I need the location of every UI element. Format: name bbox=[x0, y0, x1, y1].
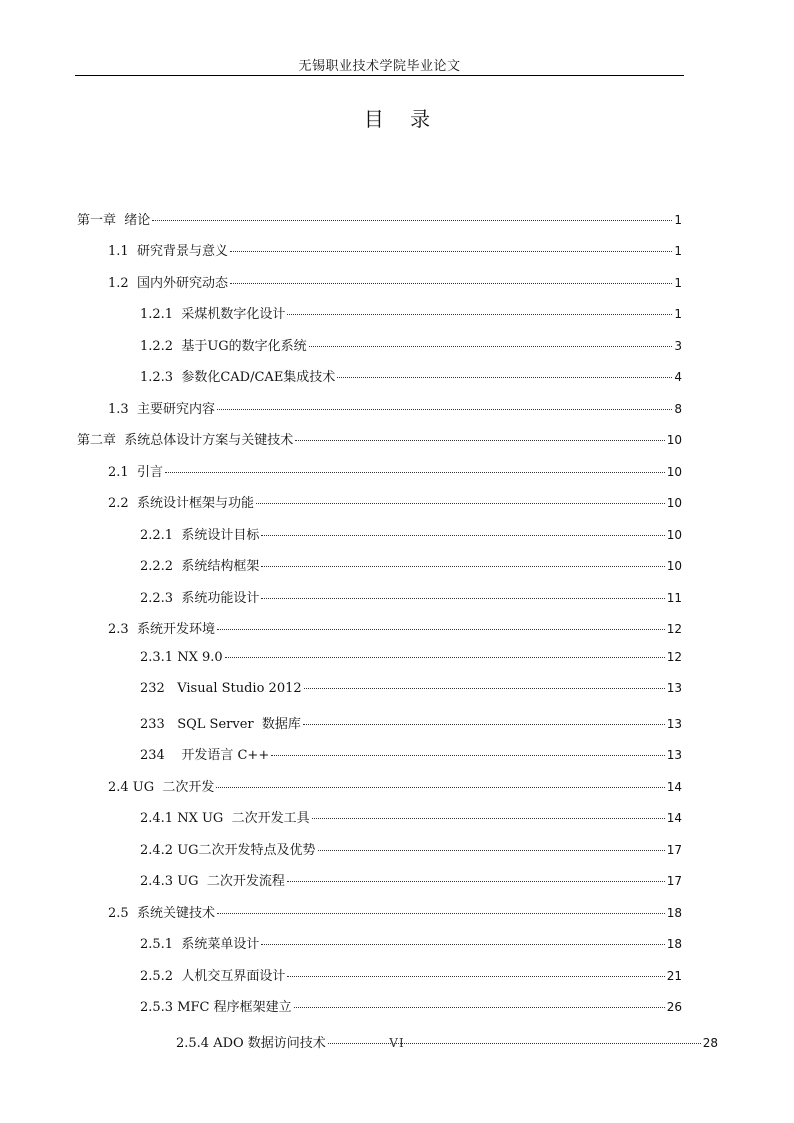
toc-entry[interactable] bbox=[140, 335, 682, 353]
toc-entry-page: 4 bbox=[674, 370, 682, 384]
toc-entry-label: 2.4.3 UG 二次开发流程 bbox=[140, 874, 285, 889]
toc-entry[interactable] bbox=[77, 209, 682, 227]
toc-leader-dots bbox=[287, 976, 664, 977]
toc-entry[interactable] bbox=[140, 713, 682, 731]
toc-leader-dots bbox=[230, 283, 672, 284]
page-number: VI bbox=[389, 1036, 405, 1050]
toc-entry-page: 1 bbox=[674, 244, 682, 258]
toc-entry-page: 13 bbox=[666, 717, 682, 731]
toc-entry[interactable] bbox=[108, 240, 682, 258]
toc-entry[interactable] bbox=[140, 744, 682, 762]
toc-entry[interactable] bbox=[140, 933, 682, 951]
toc-entry[interactable] bbox=[140, 303, 682, 321]
toc-leader-dots bbox=[261, 944, 664, 945]
toc-entry-label: 2.4 UG 二次开发 bbox=[108, 780, 215, 795]
toc-entry-label: 2.2.1 系统设计目标 bbox=[140, 528, 260, 543]
toc-entry-page: 18 bbox=[666, 906, 682, 920]
toc-entry-label: 2.3 系统开发环境 bbox=[108, 622, 215, 637]
toc-leader-dots bbox=[309, 346, 673, 347]
toc-entry-label: 1.3 主要研究内容 bbox=[108, 402, 215, 417]
toc-entry[interactable] bbox=[140, 524, 682, 542]
toc-entry-page: 3 bbox=[674, 339, 682, 353]
toc-entry-page: 17 bbox=[666, 843, 682, 857]
toc-entry-page: 18 bbox=[666, 937, 682, 951]
toc-leader-dots bbox=[271, 755, 665, 756]
toc-entry[interactable] bbox=[77, 429, 682, 447]
toc-entry-page: 17 bbox=[666, 874, 682, 888]
toc-entry-label: 2.4.2 UG二次开发特点及优势 bbox=[140, 843, 316, 858]
toc-entry[interactable] bbox=[140, 366, 682, 384]
toc-leader-dots bbox=[152, 220, 672, 221]
toc-entry-label: 2.5.4 ADO 数据访问技术 bbox=[176, 1036, 326, 1051]
toc-entry-page: 14 bbox=[666, 811, 682, 825]
header-text: 无锡职业技术学院毕业论文 bbox=[298, 59, 461, 74]
toc-entry-page: 10 bbox=[666, 465, 682, 479]
toc-entry[interactable] bbox=[108, 618, 682, 636]
toc-entry[interactable] bbox=[140, 965, 682, 983]
toc-entry[interactable] bbox=[140, 587, 682, 605]
toc-entry-label: 2.2.3 系统功能设计 bbox=[140, 591, 260, 606]
toc-entry[interactable] bbox=[140, 650, 682, 668]
toc-entry-label: 2.3.1 NX 9.0 bbox=[140, 650, 223, 665]
toc-entry-label: 233 SQL Server 数据库 bbox=[140, 717, 301, 732]
toc-entry-page: 14 bbox=[666, 780, 682, 794]
toc-entry[interactable] bbox=[108, 902, 682, 920]
toc-entry-page: 10 bbox=[666, 528, 682, 542]
toc-entry-page: 1 bbox=[674, 307, 682, 321]
toc-entry-label: 2.5 系统关键技术 bbox=[108, 906, 215, 921]
toc-leader-dots bbox=[287, 314, 672, 315]
toc-entry-label: 2.1 引言 bbox=[108, 465, 163, 480]
toc-leader-dots bbox=[303, 724, 665, 725]
toc-entry-page: 12 bbox=[666, 650, 682, 664]
toc-entry-label: 1.2.2 基于UG的数字化系统 bbox=[140, 339, 307, 354]
toc-entry-label: 2.4.1 NX UG 二次开发工具 bbox=[140, 811, 310, 826]
toc-entry-page: 10 bbox=[666, 559, 682, 573]
toc-entry-label: 第二章 系统总体设计方案与关键技术 bbox=[77, 433, 294, 448]
toc-entry-page: 26 bbox=[666, 1000, 682, 1014]
toc-leader-dots bbox=[261, 535, 664, 536]
toc-entry[interactable] bbox=[108, 272, 682, 290]
toc-entry[interactable] bbox=[140, 839, 682, 857]
toc-leader-dots bbox=[165, 472, 665, 473]
toc-entry-label: 2.5.2 人机交互界面设计 bbox=[140, 969, 286, 984]
toc-entry-label: 232 Visual Studio 2012 bbox=[140, 681, 302, 696]
toc-title: 目 录 bbox=[363, 107, 441, 131]
toc-entry-page: 10 bbox=[666, 496, 682, 510]
toc-entry[interactable] bbox=[140, 807, 682, 825]
toc-entry-page: 10 bbox=[666, 433, 682, 447]
toc-entry-label: 234 开发语言 C++ bbox=[140, 748, 270, 763]
toc-leader-dots bbox=[318, 850, 665, 851]
toc-leader-dots bbox=[294, 1007, 665, 1008]
toc-leader-dots bbox=[337, 377, 672, 378]
toc-leader-dots bbox=[256, 503, 665, 504]
toc-entry[interactable] bbox=[140, 681, 682, 699]
toc-leader-dots bbox=[217, 913, 665, 914]
toc-leader-dots bbox=[217, 629, 665, 630]
toc-entry[interactable] bbox=[140, 996, 682, 1014]
toc-entry-label: 2.5.3 MFC 程序框架建立 bbox=[140, 1000, 292, 1015]
toc-entry-page: 1 bbox=[674, 213, 682, 227]
toc-entry[interactable] bbox=[108, 461, 682, 479]
toc-entry-page: 13 bbox=[666, 681, 682, 695]
toc-entry[interactable] bbox=[108, 398, 682, 416]
toc-leader-dots bbox=[216, 787, 664, 788]
toc-entry-label: 第一章 绪论 bbox=[77, 213, 151, 228]
toc-entry-page: 12 bbox=[666, 622, 682, 636]
toc-leader-dots bbox=[230, 251, 672, 252]
toc-entry-page: 13 bbox=[666, 748, 682, 762]
toc-entry[interactable] bbox=[108, 776, 682, 794]
toc-leader-dots bbox=[261, 598, 664, 599]
toc-entry-label: 2.5.1 系统菜单设计 bbox=[140, 937, 260, 952]
toc-entry-page: 8 bbox=[674, 402, 682, 416]
toc-entry-label: 1.2.3 参数化CAD/CAE集成技术 bbox=[140, 370, 336, 385]
toc-leader-dots bbox=[295, 440, 664, 441]
toc-entry-label: 2.2.2 系统结构框架 bbox=[140, 559, 260, 574]
toc-leader-dots bbox=[217, 409, 672, 410]
toc-entry[interactable] bbox=[140, 870, 682, 888]
toc-leader-dots bbox=[304, 688, 665, 689]
toc-entry[interactable] bbox=[140, 555, 682, 573]
toc-entry[interactable] bbox=[108, 492, 682, 510]
toc-leader-dots bbox=[225, 657, 665, 658]
toc-leader-dots bbox=[287, 881, 665, 882]
toc-entry-page: 11 bbox=[666, 591, 682, 605]
toc-entry-page: 28 bbox=[702, 1036, 718, 1050]
toc-entry-label: 1.1 研究背景与意义 bbox=[108, 244, 228, 259]
toc-entry-label: 2.2 系统设计框架与功能 bbox=[108, 496, 254, 511]
toc-entry-label: 1.2.1 采煤机数字化设计 bbox=[140, 307, 286, 322]
toc-entry-page: 1 bbox=[674, 276, 682, 290]
toc-leader-dots bbox=[312, 818, 665, 819]
toc-entry-label: 1.2 国内外研究动态 bbox=[108, 276, 228, 291]
toc-leader-dots bbox=[261, 566, 664, 567]
toc-entry-page: 21 bbox=[666, 969, 682, 983]
